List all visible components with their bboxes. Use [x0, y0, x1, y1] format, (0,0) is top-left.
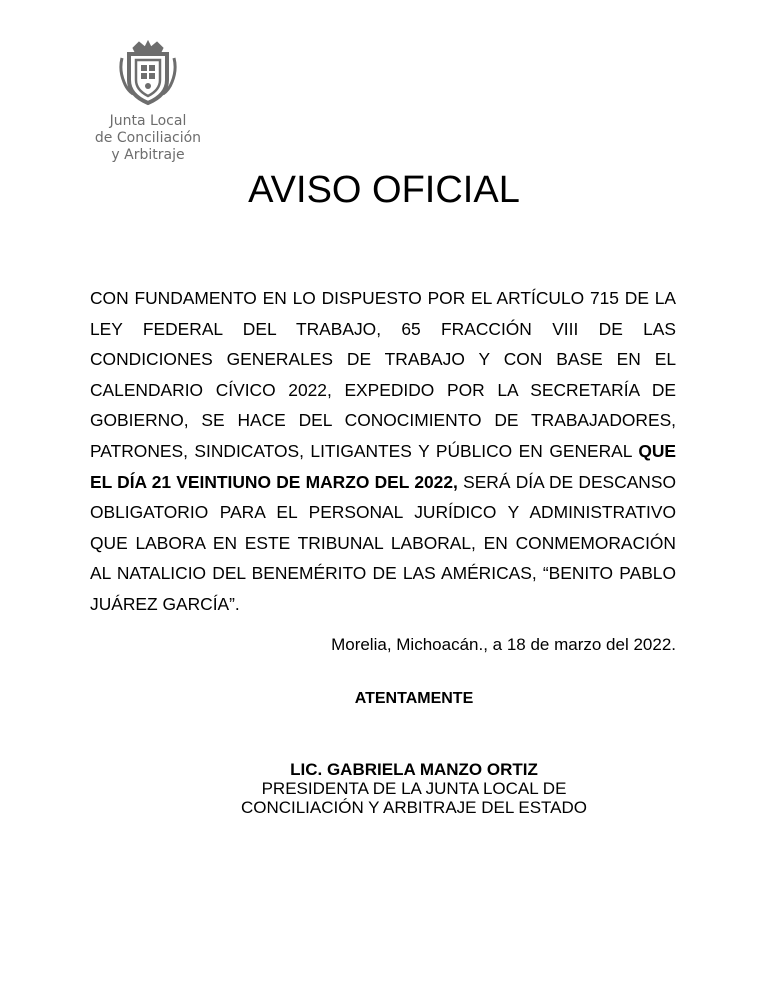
- logo-line-3: y Arbitraje: [111, 147, 185, 163]
- logo-wordmark: [88, 113, 208, 164]
- notice-body-intro: CON FUNDAMENTO EN LO DISPUESTO POR EL ARTÍCULO 715 DE LA LEY FEDERAL DEL TRABAJO, 65 FRACCIÓN VIII DE LAS CONDICIONES GENERALES DE TRABAJO Y CON BASE EN EL CALENDARIO CÍVICO 2022, EXPEDIDO POR LA SECRETARÍA DE GOBIERNO, SE HACE DEL CONOCIMIENTO DE TRABAJADORES, PATRONES, SINDICATOS, LITIGANTES Y PÚBLICO EN GENERAL: [90, 288, 676, 461]
- logo-line-2: de Conciliación: [94, 130, 202, 146]
- signature-block: [0, 760, 768, 817]
- notice-body: [90, 283, 676, 620]
- closing-salutation: ATENTAMENTE: [354, 690, 474, 707]
- signer-title-line-2: CONCILIACIÓN Y ARBITRAJE DEL ESTADO: [240, 798, 588, 817]
- logo-line-1: Junta Local: [109, 113, 187, 129]
- signer-name: LIC. GABRIELA MANZO ORTIZ: [290, 760, 538, 779]
- notice-body-highlight: QUE EL DÍA 21 VEINTIUNO DE MARZO DEL 2022,: [90, 440, 676, 492]
- signer-title-line-1: PRESIDENTA DE LA JUNTA LOCAL DE: [261, 779, 567, 798]
- notice-body-conclusion: SERÁ DÍA DE DESCANSO OBLIGATORIO PARA EL PERSONAL JURÍDICO Y ADMINISTRATIVO QUE LABORA EN ESTE TRIBUNAL LABORAL, EN CONMEMORACIÓN AL NATALICIO DEL BENEMÉRITO DE LAS AMÉRICAS, “BENITO PABLO JUÁREZ GARCÍA”.: [90, 471, 676, 614]
- document-title: AVISO OFICIAL: [248, 169, 520, 211]
- place-and-date: Morelia, Michoacán., a 18 de marzo del 2022.: [331, 635, 676, 654]
- coat-of-arms-icon: [119, 40, 177, 106]
